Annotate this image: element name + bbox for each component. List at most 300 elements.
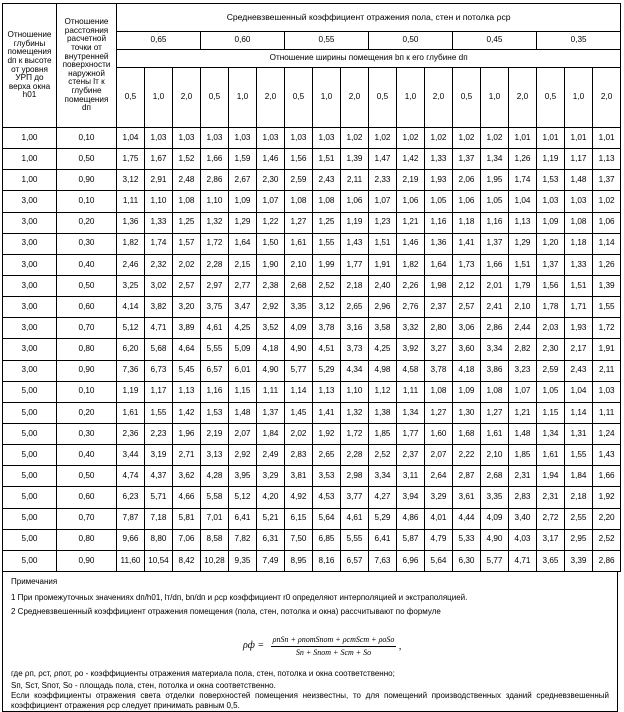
coefficient-cell: 1,16 (425, 212, 453, 233)
depth-ratio-cell: 3,00 (3, 360, 57, 381)
coefficient-cell: 1,61 (481, 423, 509, 444)
coefficient-cell: 1,30 (453, 402, 481, 423)
coefficient-cell: 7,01 (201, 508, 229, 529)
coefficient-cell: 2,12 (453, 275, 481, 296)
coefficient-cell: 1,85 (509, 445, 537, 466)
coefficient-cell: 2,80 (425, 318, 453, 339)
coefficient-cell: 1,96 (173, 423, 201, 444)
coefficient-cell: 2,02 (285, 423, 313, 444)
coefficient-cell: 5,87 (397, 529, 425, 550)
distance-ratio-cell: 0,20 (57, 402, 117, 423)
coefficient-cell: 3,29 (425, 487, 453, 508)
coefficient-cell: 1,82 (397, 254, 425, 275)
coefficient-cell: 3,82 (145, 297, 173, 318)
coefficient-cell: 2,30 (537, 339, 565, 360)
coefficient-cell: 1,25 (173, 212, 201, 233)
coefficient-cell: 2,10 (285, 254, 313, 275)
coefficient-cell: 3,27 (425, 339, 453, 360)
coefficient-cell: 2,57 (453, 297, 481, 318)
coefficient-cell: 1,16 (201, 381, 229, 402)
coefficient-cell: 1,26 (593, 254, 621, 275)
coefficient-cell: 2,57 (173, 275, 201, 296)
coefficient-cell: 3,86 (481, 360, 509, 381)
coefficient-cell: 3,94 (397, 487, 425, 508)
depth-ratio-cell: 3,00 (3, 318, 57, 339)
coefficient-cell: 1,14 (285, 381, 313, 402)
coefficient-cell: 3,35 (285, 297, 313, 318)
coefficient-cell: 2,52 (313, 275, 341, 296)
ratio-value-cell: 0,5 (453, 68, 481, 128)
coefficient-cell: 2,67 (229, 170, 257, 191)
coefficient-cell: 4,53 (313, 487, 341, 508)
coefficient-cell: 4,03 (509, 529, 537, 550)
coefficient-cell: 2,10 (481, 445, 509, 466)
table-row (3, 318, 621, 339)
coefficient-cell: 1,12 (369, 381, 397, 402)
coefficient-cell: 1,34 (397, 402, 425, 423)
notes-title: Примечания (11, 576, 58, 586)
note-1: 1 При промежуточных значениях dп/h01, lт/dп, bп/dп и ρср коэффициент r0 определяют интерполяцией и экстраполяцией. (11, 592, 468, 602)
coefficient-cell: 1,24 (593, 423, 621, 444)
coefficient-cell: 2,15 (229, 254, 257, 275)
coefficient-cell: 8,80 (145, 529, 173, 550)
coefficient-cell: 3,89 (173, 318, 201, 339)
coefficient-cell: 2,19 (201, 423, 229, 444)
coefficient-cell: 1,66 (201, 149, 229, 170)
coefficient-cell: 1,13 (509, 212, 537, 233)
coefficient-cell: 2,43 (313, 170, 341, 191)
coefficient-cell: 3,92 (397, 339, 425, 360)
coefficient-cell: 2,37 (397, 445, 425, 466)
coefficient-cell: 4,01 (425, 508, 453, 529)
coefficient-cell: 6,23 (117, 487, 145, 508)
formula-lhs: ρф = (243, 640, 265, 652)
coefficient-cell: 1,85 (369, 423, 397, 444)
coefficient-cell: 2,86 (593, 550, 621, 571)
ratio-value-cell: 0,5 (537, 68, 565, 128)
coefficient-cell: 2,40 (369, 275, 397, 296)
coefficient-cell: 1,02 (369, 128, 397, 149)
coefficient-cell: 1,08 (173, 191, 201, 212)
ratio-value-cell: 1,0 (145, 68, 173, 128)
coefficient-cell: 1,11 (117, 191, 145, 212)
coefficient-cell: 1,26 (509, 149, 537, 170)
coefficient-cell: 1,29 (509, 233, 537, 254)
header-depth-height-ratio: Отношение глубины помещения dп к высоте от уровня УРП до верха окна h01 (3, 4, 57, 128)
coefficient-cell: 2,41 (481, 297, 509, 318)
coefficient-cell: 1,02 (593, 191, 621, 212)
coefficient-cell: 1,55 (145, 402, 173, 423)
coefficient-cell: 1,33 (425, 149, 453, 170)
coefficient-cell: 1,46 (397, 233, 425, 254)
coefficient-cell: 1,19 (341, 212, 369, 233)
coefficient-cell: 1,42 (173, 402, 201, 423)
depth-ratio-cell: 3,00 (3, 339, 57, 360)
coefficient-cell: 2,98 (341, 466, 369, 487)
note-where: где ρп, ρст, ρпот, ρо - коэффициенты отражения материала пола, стен, потолка и окна соответственно; (11, 668, 395, 678)
coefficient-cell: 1,05 (425, 191, 453, 212)
depth-ratio-cell: 5,00 (3, 466, 57, 487)
coefficient-cell: 3,19 (145, 445, 173, 466)
coefficient-cell: 3,35 (481, 487, 509, 508)
coefficient-cell: 1,82 (117, 233, 145, 254)
coefficient-cell: 2,07 (425, 445, 453, 466)
depth-ratio-cell: 5,00 (3, 381, 57, 402)
depth-ratio-cell: 1,00 (3, 128, 57, 149)
coefficient-cell: 6,01 (229, 360, 257, 381)
distance-ratio-cell: 0,70 (57, 508, 117, 529)
coefficient-cell: 1,01 (537, 128, 565, 149)
coefficient-table (2, 3, 621, 572)
ratio-value-cell: 1,0 (565, 68, 593, 128)
ratio-value-cell: 1,0 (313, 68, 341, 128)
coefficient-cell: 1,93 (425, 170, 453, 191)
coefficient-cell: 2,46 (117, 254, 145, 275)
coefficient-cell: 2,83 (509, 487, 537, 508)
coefficient-cell: 1,51 (369, 233, 397, 254)
coefficient-cell: 2,31 (509, 466, 537, 487)
coefficient-cell: 2,23 (145, 423, 173, 444)
coefficient-cell: 3,02 (145, 275, 173, 296)
table-row (3, 254, 621, 275)
depth-ratio-cell: 5,00 (3, 445, 57, 466)
ratio-value-cell: 2,0 (425, 68, 453, 128)
coefficient-cell: 5,77 (285, 360, 313, 381)
coefficient-cell: 1,74 (145, 233, 173, 254)
distance-ratio-cell: 0,40 (57, 254, 117, 275)
distance-ratio-cell: 0,60 (57, 297, 117, 318)
coefficient-cell: 8,58 (201, 529, 229, 550)
coefficient-cell: 1,43 (341, 233, 369, 254)
coefficient-cell: 5,33 (453, 529, 481, 550)
coefficient-cell: 3,77 (341, 487, 369, 508)
coefficient-cell: 1,20 (537, 233, 565, 254)
coefficient-cell: 1,13 (313, 381, 341, 402)
coefficient-cell: 1,92 (593, 487, 621, 508)
ratio-value-cell: 2,0 (257, 68, 285, 128)
table-row (3, 275, 621, 296)
coefficient-cell: 2,64 (425, 466, 453, 487)
coefficient-cell: 6,20 (117, 339, 145, 360)
coefficient-cell: 1,37 (481, 233, 509, 254)
coefficient-cell: 1,03 (145, 128, 173, 149)
coefficient-cell: 1,37 (593, 170, 621, 191)
coefficient-cell: 1,13 (593, 149, 621, 170)
coefficient-cell: 9,66 (117, 529, 145, 550)
distance-ratio-cell: 0,60 (57, 487, 117, 508)
coefficient-cell: 1,78 (537, 297, 565, 318)
distance-ratio-cell: 0,90 (57, 170, 117, 191)
coefficient-cell: 2,19 (397, 170, 425, 191)
coefficient-cell: 1,71 (565, 297, 593, 318)
coefficient-cell: 7,06 (173, 529, 201, 550)
coefficient-cell: 3,29 (257, 466, 285, 487)
coefficient-cell: 1,61 (285, 233, 313, 254)
ratio-value-cell: 2,0 (593, 68, 621, 128)
coefficient-cell: 1,17 (145, 381, 173, 402)
coefficient-cell: 3,60 (453, 339, 481, 360)
distance-ratio-cell: 0,40 (57, 445, 117, 466)
coefficient-cell: 4,14 (117, 297, 145, 318)
coefficient-cell: 5,64 (425, 550, 453, 571)
notes-section (2, 572, 618, 712)
coefficient-cell: 1,39 (593, 275, 621, 296)
coefficient-cell: 3,11 (397, 466, 425, 487)
coefficient-cell: 5,09 (229, 339, 257, 360)
coefficient-cell: 2,59 (285, 170, 313, 191)
coefficient-cell: 2,10 (509, 297, 537, 318)
coefficient-cell: 3,32 (397, 318, 425, 339)
coefficient-cell: 1,55 (565, 445, 593, 466)
coefficient-cell: 1,23 (369, 212, 397, 233)
coefficient-cell: 10,54 (145, 550, 173, 571)
coefficient-cell: 1,22 (257, 212, 285, 233)
coefficient-cell: 2,02 (173, 254, 201, 275)
coefficient-cell: 1,67 (145, 149, 173, 170)
distance-ratio-cell: 0,50 (57, 275, 117, 296)
coefficient-cell: 2,33 (369, 170, 397, 191)
coefficient-cell: 2,87 (453, 466, 481, 487)
coefficient-cell: 1,33 (565, 254, 593, 275)
coefficient-cell: 1,06 (453, 191, 481, 212)
coefficient-cell: 4,51 (313, 339, 341, 360)
depth-ratio-cell: 3,00 (3, 212, 57, 233)
coefficient-cell: 2,52 (369, 445, 397, 466)
coefficient-cell: 4,34 (341, 360, 369, 381)
coefficient-cell: 6,57 (201, 360, 229, 381)
coefficient-cell: 7,49 (257, 550, 285, 571)
coefficient-cell: 4,27 (369, 487, 397, 508)
coefficient-cell: 3,34 (369, 466, 397, 487)
coefficient-cell: 7,87 (117, 508, 145, 529)
table-row (3, 233, 621, 254)
table-row (3, 297, 621, 318)
coefficient-cell: 2,68 (285, 275, 313, 296)
coefficient-cell: 1,84 (565, 466, 593, 487)
formula-denominator: Sп + Sпот + Sст + Sо (295, 647, 372, 657)
coefficient-cell: 3,23 (509, 360, 537, 381)
coefficient-cell: 6,85 (313, 529, 341, 550)
ratio-value-cell: 1,0 (229, 68, 257, 128)
coefficient-cell: 1,19 (537, 149, 565, 170)
coefficient-cell: 2,82 (509, 339, 537, 360)
coefficient-cell: 2,76 (397, 297, 425, 318)
coefficient-cell: 1,10 (341, 381, 369, 402)
coefficient-cell: 1,95 (481, 170, 509, 191)
table-row (3, 212, 621, 233)
coefficient-cell: 3,17 (537, 529, 565, 550)
coefficient-cell: 4,25 (369, 339, 397, 360)
coefficient-cell: 1,91 (369, 254, 397, 275)
coefficient-cell: 1,04 (117, 128, 145, 149)
coefficient-cell: 3,25 (117, 275, 145, 296)
table-row (3, 402, 621, 423)
coefficient-cell: 4,09 (481, 508, 509, 529)
coefficient-cell: 1,01 (509, 128, 537, 149)
coefficient-cell: 1,06 (397, 191, 425, 212)
distance-ratio-cell: 0,20 (57, 212, 117, 233)
coefficient-cell: 1,08 (481, 381, 509, 402)
coefficient-cell: 2,86 (481, 318, 509, 339)
table-row (3, 360, 621, 381)
coefficient-cell: 2,06 (453, 170, 481, 191)
distance-ratio-cell: 0,80 (57, 339, 117, 360)
coefficient-cell: 3,81 (285, 466, 313, 487)
coefficient-cell: 1,09 (453, 381, 481, 402)
table-row (3, 128, 621, 149)
depth-ratio-cell: 5,00 (3, 487, 57, 508)
coefficient-cell: 1,03 (285, 128, 313, 149)
coefficient-cell: 3,62 (173, 466, 201, 487)
coefficient-cell: 1,48 (229, 402, 257, 423)
coefficient-cell: 1,51 (509, 254, 537, 275)
coefficient-cell: 1,66 (593, 466, 621, 487)
rho-value-cell: 0,60 (201, 32, 285, 50)
coefficient-cell: 4,86 (397, 508, 425, 529)
coefficient-cell: 1,04 (509, 191, 537, 212)
depth-ratio-cell: 1,00 (3, 149, 57, 170)
coefficient-cell: 1,36 (117, 212, 145, 233)
coefficient-cell: 1,56 (537, 275, 565, 296)
coefficient-cell: 2,22 (453, 445, 481, 466)
distance-ratio-cell: 0,90 (57, 550, 117, 571)
coefficient-cell: 6,15 (285, 508, 313, 529)
coefficient-cell: 5,55 (201, 339, 229, 360)
coefficient-cell: 1,37 (537, 254, 565, 275)
coefficient-cell: 4,20 (257, 487, 285, 508)
coefficient-cell: 3,40 (509, 508, 537, 529)
coefficient-cell: 1,27 (425, 402, 453, 423)
coefficient-cell: 2,55 (565, 508, 593, 529)
coefficient-cell: 1,15 (229, 381, 257, 402)
coefficient-cell: 8,95 (285, 550, 313, 571)
coefficient-cell: 3,12 (313, 297, 341, 318)
note-2: 2 Средневзвешенный коэффициент отражения помещения (пола, стен, потолка и окна) рассчитывают по формуле (11, 606, 441, 616)
coefficient-cell: 4,28 (201, 466, 229, 487)
coefficient-cell: 2,18 (565, 487, 593, 508)
coefficient-cell: 1,10 (201, 191, 229, 212)
distance-ratio-cell: 0,10 (57, 381, 117, 402)
ratio-value-cell: 2,0 (173, 68, 201, 128)
coefficient-cell: 2,11 (341, 170, 369, 191)
coefficient-cell: 1,59 (229, 149, 257, 170)
distance-ratio-cell: 0,30 (57, 423, 117, 444)
coefficient-cell: 1,38 (369, 402, 397, 423)
coefficient-cell: 5,81 (173, 508, 201, 529)
coefficient-cell: 1,03 (173, 128, 201, 149)
coefficient-cell: 2,97 (201, 275, 229, 296)
table-row (3, 550, 621, 571)
coefficient-cell: 2,72 (537, 508, 565, 529)
coefficient-cell: 1,79 (509, 275, 537, 296)
coefficient-cell: 2,37 (425, 297, 453, 318)
depth-ratio-cell: 3,00 (3, 191, 57, 212)
depth-ratio-cell: 3,00 (3, 297, 57, 318)
coefficient-cell: 1,16 (481, 212, 509, 233)
coefficient-cell: 2,77 (229, 275, 257, 296)
coefficient-cell: 6,31 (257, 529, 285, 550)
coefficient-cell: 2,49 (257, 445, 285, 466)
coefficient-cell: 1,99 (313, 254, 341, 275)
table-row (3, 149, 621, 170)
depth-ratio-cell: 3,00 (3, 275, 57, 296)
depth-ratio-cell: 5,00 (3, 550, 57, 571)
coefficient-cell: 1,02 (453, 128, 481, 149)
coefficient-cell: 1,11 (257, 381, 285, 402)
coefficient-cell: 7,82 (229, 529, 257, 550)
table-body (3, 128, 621, 572)
coefficient-cell: 4,71 (509, 550, 537, 571)
coefficient-cell: 3,20 (173, 297, 201, 318)
coefficient-cell: 2,32 (145, 254, 173, 275)
coefficient-cell: 2,65 (313, 445, 341, 466)
coefficient-cell: 1,41 (453, 233, 481, 254)
coefficient-cell: 1,18 (453, 212, 481, 233)
coefficient-cell: 6,41 (369, 529, 397, 550)
coefficient-cell: 1,13 (173, 381, 201, 402)
coefficient-cell: 1,04 (565, 381, 593, 402)
coefficient-cell: 1,06 (341, 191, 369, 212)
coefficient-cell: 1,37 (453, 149, 481, 170)
coefficient-cell: 9,35 (229, 550, 257, 571)
coefficient-cell: 1,48 (509, 423, 537, 444)
coefficient-cell: 5,29 (369, 508, 397, 529)
coefficient-cell: 4,61 (341, 508, 369, 529)
coefficient-cell: 1,53 (201, 402, 229, 423)
coefficient-cell: 1,93 (565, 318, 593, 339)
coefficient-cell: 3,34 (481, 339, 509, 360)
depth-ratio-cell: 5,00 (3, 402, 57, 423)
coefficient-cell: 1,52 (173, 149, 201, 170)
coefficient-cell: 1,34 (537, 423, 565, 444)
coefficient-cell: 3,75 (201, 297, 229, 318)
coefficient-cell: 2,68 (481, 466, 509, 487)
coefficient-cell: 4,66 (173, 487, 201, 508)
coefficient-cell: 3,52 (257, 318, 285, 339)
ratio-value-cell: 0,5 (201, 68, 229, 128)
ratio-value-cell: 1,0 (481, 68, 509, 128)
coefficient-cell: 2,65 (341, 297, 369, 318)
coefficient-cell: 3,06 (453, 318, 481, 339)
coefficient-cell: 1,03 (313, 128, 341, 149)
coefficient-cell: 1,27 (481, 402, 509, 423)
coefficient-cell: 1,68 (453, 423, 481, 444)
coefficient-cell: 7,36 (117, 360, 145, 381)
coefficient-cell: 3,95 (229, 466, 257, 487)
coefficient-cell: 4,74 (117, 466, 145, 487)
coefficient-cell: 2,07 (229, 423, 257, 444)
coefficient-cell: 1,03 (257, 128, 285, 149)
coefficient-cell: 1,41 (313, 402, 341, 423)
coefficient-cell: 1,34 (481, 149, 509, 170)
coefficient-cell: 2,20 (593, 508, 621, 529)
coefficient-cell: 6,73 (145, 360, 173, 381)
coefficient-cell: 2,92 (229, 445, 257, 466)
coefficient-cell: 1,51 (313, 149, 341, 170)
coefficient-cell: 2,36 (117, 423, 145, 444)
coefficient-cell: 1,46 (257, 149, 285, 170)
coefficient-cell: 2,26 (397, 275, 425, 296)
ratio-value-cell: 0,5 (369, 68, 397, 128)
distance-ratio-cell: 0,80 (57, 529, 117, 550)
distance-ratio-cell: 0,70 (57, 318, 117, 339)
coefficient-cell: 5,71 (145, 487, 173, 508)
coefficient-cell: 1,72 (341, 423, 369, 444)
coefficient-cell: 2,95 (565, 529, 593, 550)
coefficient-cell: 1,02 (481, 128, 509, 149)
coefficient-cell: 1,91 (593, 339, 621, 360)
coefficient-cell: 2,28 (201, 254, 229, 275)
